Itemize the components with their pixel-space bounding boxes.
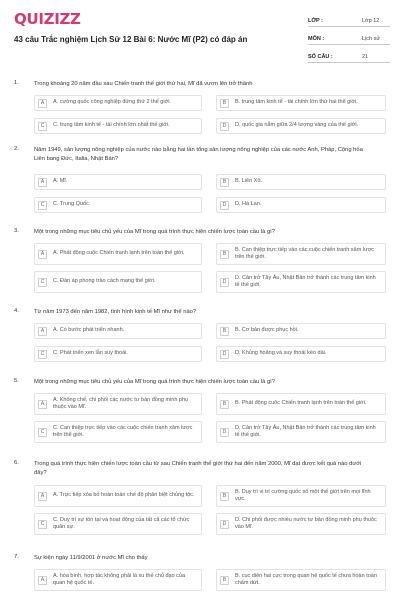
option-text: A. Phát động cuộc Chiến tranh lạnh trên toàn thế giới. <box>53 250 185 257</box>
option-a[interactable] <box>34 323 202 339</box>
option-letter: B <box>220 576 229 585</box>
option-text: B. Cơ bản được phục hồi. <box>235 327 299 334</box>
question-text: Trong khoảng 20 năm đầu sau Chiến tranh thế giới thứ hai, Mĩ đã vươn lên trở thành <box>34 81 253 87</box>
question-number: 1. <box>14 80 19 86</box>
option-a[interactable] <box>34 485 202 507</box>
option-text: B. cục diện hai cực trong quan hệ quốc tế chưa hoàn toàn chấm dứt. <box>235 572 377 586</box>
option-text: A. Mĩ. <box>53 178 68 185</box>
option-a[interactable] <box>34 243 202 265</box>
question-text: Năm 1949, sản lượng nông nghiệp của nước nào bằng hai lần tổng sản lượng nông nghiệp của các nước Anh, Pháp, Cộng hòa Liên bang Đức, Italia, Nhật Bản? <box>34 147 363 162</box>
option-b[interactable] <box>216 243 386 265</box>
question-number: 3. <box>14 228 19 234</box>
option-a[interactable] <box>34 95 202 111</box>
option-text: D. Hà Lan. <box>235 201 262 208</box>
option-c[interactable] <box>34 513 202 535</box>
option-b[interactable] <box>216 174 386 190</box>
option-text: D. Khủng hoảng và suy thoái kéo dài. <box>235 350 327 357</box>
question-text: Một trong những mục tiêu chủ yếu của Mĩ trong quá trình thực hiện chiến lược toàn cầu là gì? <box>34 229 276 235</box>
option-letter: B <box>220 250 229 259</box>
option-text: C. Phát triển xen lẫn suy thoái. <box>53 350 128 357</box>
option-d[interactable] <box>216 197 386 213</box>
option-letter: C <box>38 122 47 131</box>
option-b[interactable] <box>216 485 386 507</box>
question-text: Một trong những mục tiêu chủ yếu của Mĩ trong quá trình thực hiện chiến lược toàn cầu là gì? <box>34 379 276 385</box>
option-c[interactable] <box>34 118 202 134</box>
option-d[interactable] <box>216 271 386 293</box>
option-letter: B <box>220 99 229 108</box>
option-letter: B <box>220 400 229 409</box>
option-letter: A <box>38 400 47 409</box>
option-text: B. Phát động cuộc Chiến tranh lạnh trên toàn thế giới. <box>235 400 367 407</box>
option-letter: A <box>38 99 47 108</box>
option-letter: D <box>220 350 229 359</box>
option-c[interactable] <box>34 197 202 213</box>
option-d[interactable] <box>216 421 386 443</box>
question-number: 5. <box>14 378 19 384</box>
option-text: B. Liên Xô. <box>235 178 262 185</box>
option-a[interactable] <box>34 569 202 591</box>
option-text: A. Khống chế, chi phối các nước tư bản đồng minh phụ thuộc vào Mĩ. <box>53 396 189 410</box>
option-letter: B <box>220 492 229 501</box>
option-b[interactable] <box>216 569 386 591</box>
question-number: 6. <box>14 460 19 466</box>
option-a[interactable] <box>34 174 202 190</box>
meta-label: MÔN : <box>308 36 325 42</box>
option-text: C. Trung Quốc. <box>53 201 91 208</box>
option-letter: C <box>38 520 47 529</box>
document-header <box>0 0 400 66</box>
option-d[interactable] <box>216 118 386 134</box>
option-b[interactable] <box>216 393 386 415</box>
option-letter: D <box>220 520 229 529</box>
option-b[interactable] <box>216 95 386 111</box>
option-letter: A <box>38 492 47 501</box>
quizizz-logo: QUIZIZZ <box>14 10 81 28</box>
option-letter: C <box>38 278 47 287</box>
option-text: D. Cản trở Tây Âu, Nhật Bản trở thành các trung tâm kinh tế thế giới. <box>235 424 376 438</box>
document-title: 43 câu Trắc nghiệm Lịch Sử 12 Bài 6: Nước Mĩ (P2) có đáp án <box>14 35 248 44</box>
option-text: B. Duy trì vị trí cường quốc số một thế giới trên mọi lĩnh vực. <box>235 488 371 502</box>
question-text: Từ năm 1973 đến năm 1982, tình hình kinh tế Mĩ như thế nào? <box>34 309 197 315</box>
question-number: 4. <box>14 308 19 314</box>
option-letter: B <box>220 178 229 187</box>
option-text: B. Can thiệp trực tiếp vào các cuộc chiến tranh xâm lược trên thế giới. <box>235 246 375 260</box>
meta-panel <box>308 12 390 66</box>
option-c[interactable] <box>34 421 202 443</box>
option-text: C. Duy trì sự tồn tại và hoạt động của tất cả các tổ chức quân sự. <box>53 516 190 530</box>
option-text: B. trung tâm kinh tế - tài chính lớn thứ hai thế giới. <box>235 99 358 106</box>
option-d[interactable] <box>216 513 386 535</box>
option-text: D. Cản trở Tây Âu, Nhật Bản trở thành các trung tâm kinh tế thế giới. <box>235 274 376 288</box>
meta-count <box>308 48 390 63</box>
question-text: Trong quá trình thực hiện chiến lược toàn cầu từ sau Chiến tranh thế giới thứ hai đến năm 2000, Mĩ đạt được kết quả nào dưới đây? <box>34 461 362 476</box>
option-text: A. Trực tiếp xóa bỏ hoàn toàn chế độ phân biệt chủng tộc. <box>53 492 195 499</box>
option-c[interactable] <box>34 346 202 362</box>
option-letter: A <box>38 576 47 585</box>
option-text: A. cường quốc công nghiệp đứng thứ 2 thế giới. <box>53 99 171 106</box>
question-number: 2. <box>14 146 19 152</box>
option-b[interactable] <box>216 323 386 339</box>
option-text: C. trung tâm kinh tế - tài chính lớn nhất thế giới. <box>53 122 170 129</box>
option-letter: A <box>38 178 47 187</box>
meta-label: LỚP : <box>308 18 323 24</box>
option-letter: A <box>38 250 47 259</box>
option-letter: A <box>38 327 47 336</box>
meta-grade <box>308 12 390 27</box>
option-text: C. Can thiệp trực tiếp vào các cuộc chiến tranh xâm lược trên thế giới. <box>53 424 193 438</box>
meta-value: Lớp 12 <box>362 18 380 24</box>
option-letter: C <box>38 350 47 359</box>
option-a[interactable] <box>34 393 202 415</box>
option-text: A. Có bước phát triển nhanh. <box>53 327 125 334</box>
option-letter: D <box>220 122 229 131</box>
question-number: 7. <box>14 554 19 560</box>
option-text: C. Đàn áp phong trào cách mạng thế giới. <box>53 278 156 285</box>
option-text: A. hòa bình, hợp tác không phải là xu thế chủ đạo của quan hệ quốc tế. <box>53 572 186 586</box>
question-text: Sự kiện ngày 11/9/2001 ở nước Mĩ cho thấy <box>34 555 148 561</box>
option-letter: B <box>220 327 229 336</box>
meta-label: SỐ CÂU : <box>308 54 333 60</box>
option-c[interactable] <box>34 271 202 293</box>
meta-subject <box>308 30 390 45</box>
option-letter: C <box>38 201 47 210</box>
meta-value: 21 <box>362 54 369 60</box>
option-text: D. Chi phối được nhiều nước tư bản đồng minh phụ thuộc vào Mĩ. <box>235 516 377 530</box>
meta-value: Lịch sử <box>362 36 381 42</box>
option-letter: C <box>38 428 47 437</box>
option-letter: D <box>220 428 229 437</box>
option-d[interactable] <box>216 346 386 362</box>
option-letter: D <box>220 278 229 287</box>
option-text: D. quốc gia nắm giữa 2/4 lượng vàng của thế giới. <box>235 122 359 129</box>
option-letter: D <box>220 201 229 210</box>
